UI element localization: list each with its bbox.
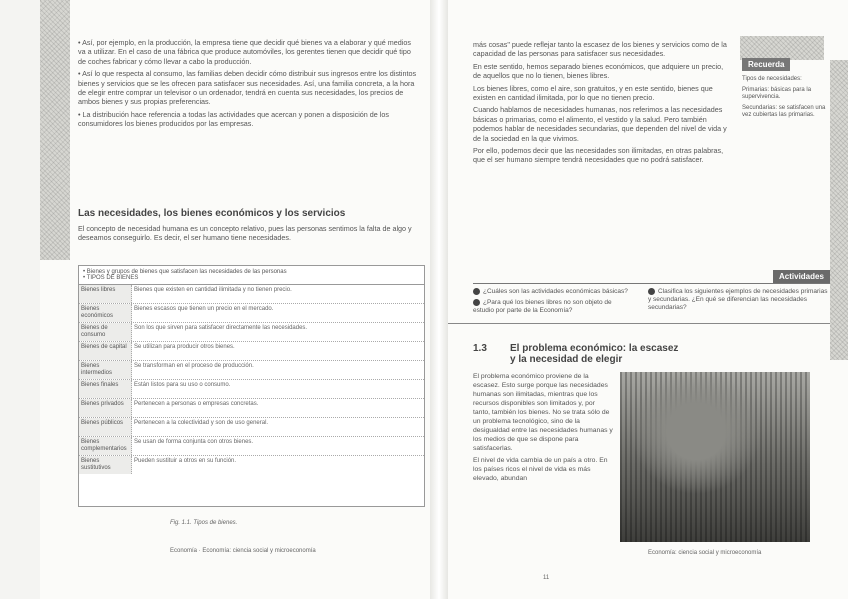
question	[473, 288, 633, 296]
table-row	[79, 418, 424, 437]
row-text: Se utilizan para producir otros bienes.	[134, 344, 235, 350]
sidebar-notes	[742, 76, 830, 123]
paragraph: Cuando hablamos de necesidades humanas, nos referimos a las necesidades básicas o primarias, como el alimento, el vestido y la salud. Pero también podemos hablar de necesidades secundarias, que dependen del nivel de vida y de la sociedad en la que vivimos.	[473, 105, 727, 143]
paragraph: En este sentido, hemos separado bienes económicos, que adquiere un precio, de aquellos que no lo tienen, bienes libres.	[473, 61, 724, 81]
row-label: Bienes complementarios	[79, 437, 132, 455]
box-header-2: • TIPOS DE BIENES	[83, 275, 420, 281]
left-page	[40, 0, 430, 599]
paragraph: El problema económico proviene de la escasez. Esto surge porque las necesidades humanas son ilimitadas, mientras que los recursos disponibles son limitados y, por tanto, también los bienes. No se trata sólo de un problema tecnológico, sino de la desigualdad entre las necesidades humanas y los medios de que se dispone para satisfacerlas.	[473, 373, 613, 452]
right-body-text	[473, 40, 733, 168]
urban-photo	[620, 372, 810, 542]
row-label: Bienes de capital	[79, 342, 132, 360]
photo-caption: Economía: ciencia social y microeconomía	[648, 550, 762, 556]
row-text: Son los que sirven para satisfacer directamente las necesidades.	[134, 325, 308, 331]
right-margin-texture	[830, 60, 848, 360]
left-margin-texture	[40, 0, 70, 260]
table-row	[79, 437, 424, 456]
paragraph: Por ello, podemos decir que las necesidades son ilimitadas, en otras palabras, que el ser humano siempre tendrá necesidades que no podrá satisfacer.	[473, 146, 724, 165]
right-page	[448, 0, 848, 599]
row-label: Bienes sustitutivos	[79, 456, 132, 474]
question-text: ¿Cuáles son las actividades económicas básicas?	[483, 288, 628, 296]
section-intro: El concepto de necesidad humana es un concepto relativo, pues las personas sentimos la falta de algo y deseamos conseguirlo. Es decir, el ser humano tiene necesidades.	[78, 224, 412, 243]
table-row	[79, 380, 424, 399]
section-heading: Las necesidades, los bienes económicos y los servicios	[78, 208, 346, 219]
figure-caption: Fig. 1.1. Tipos de bienes.	[170, 520, 238, 526]
question-text: ¿Para qué los bienes libres no son objeto de estudio por parte de la Economía?	[473, 299, 612, 315]
table-row	[79, 399, 424, 418]
row-label: Bienes libres	[79, 285, 132, 303]
bullet-consumption: • Así lo que respecta al consumo, las familias deben decidir cómo distribuir sus ingresos entre los distintos bienes y servicios que se les ofrecen para satisfacer sus necesidades. Así, una familia concreta, a la hora de elegir entre comprar un televisor o un ordenador, tendrá en cuenta sus necesidades, los precios de ambos bienes y sus propias preferencias.	[78, 69, 418, 107]
actividades-tab: Actividades	[773, 270, 830, 283]
section-number: 1.3	[473, 343, 487, 354]
table-row	[79, 342, 424, 361]
row-label: Bienes privados	[79, 399, 132, 417]
recuerda-tab: Recuerda	[742, 58, 790, 71]
row-label: Bienes públicos	[79, 418, 132, 436]
box-header-1: • Bienes y grupos de bienes que satisfacen las necesidades de las personas	[83, 269, 420, 275]
sidebar-note: Tipos de necesidades:	[742, 76, 802, 82]
page-gutter	[430, 0, 448, 599]
question-text: Clasifica los siguientes ejemplos de necesidades primarias y secundarias. ¿En qué se diferencian las necesidades secundarias?	[648, 288, 828, 312]
table-row	[79, 456, 424, 474]
row-text: Se transforman en el proceso de producción.	[134, 363, 254, 369]
row-text: Están listos para su uso o consumo.	[134, 382, 231, 388]
section-divider	[448, 323, 848, 324]
table-row	[79, 323, 424, 342]
activities-divider	[473, 283, 843, 284]
question-bullet-icon	[648, 288, 655, 295]
section-title-line1: El problema económico: la escasez	[510, 343, 679, 354]
table-row	[79, 285, 424, 304]
bullet-production: • Así, por ejemplo, en la producción, la empresa tiene que decidir qué bienes va a elaborar y qué medios va a utilizar. En el caso de una fábrica que produce automóviles, los gerentes tienen que decidir qué tipo de coches fabricar y cómo llevar a cabo la producción.	[78, 38, 418, 66]
row-label: Bienes finales	[79, 380, 132, 398]
questions-col-2	[648, 288, 828, 315]
paragraph: Los bienes libres, como el aire, son gratuitos, y en este sentido, bienes que existen en cantidad ilimitada, por lo que no tienen precio.	[473, 83, 713, 103]
section-title-line2: y la necesidad de elegir	[510, 354, 623, 365]
table-row	[79, 361, 424, 380]
row-text: Pertenecen a personas o empresas concretas.	[134, 401, 259, 407]
question-bullet-icon	[473, 288, 480, 295]
question	[473, 299, 633, 315]
sidebar-note: Primarias: básicas para la supervivencia.	[742, 86, 812, 100]
page-number: 11	[543, 575, 550, 581]
bullet-distribution: • La distribución hace referencia a todas las actividades que acercan y ponen a disposición de los consumidores los bienes producidos por las empresas.	[78, 110, 418, 129]
row-label: Bienes de consumo	[79, 323, 132, 341]
question-bullet-icon	[473, 299, 480, 306]
question	[648, 288, 828, 312]
section-body	[473, 372, 613, 486]
row-label: Bienes intermedios	[79, 361, 132, 379]
row-label: Bienes económicos	[79, 304, 132, 322]
row-text: Bienes que existen en cantidad ilimitada y no tienen precio.	[134, 287, 292, 293]
table-row	[79, 304, 424, 323]
paragraph: más cosas" puede reflejar tanto la escasez de los bienes y servicios como de la capacidad de las personas para satisfacer sus necesidades.	[473, 40, 727, 59]
row-text: Bienes escasos que tienen un precio en el mercado.	[134, 306, 274, 312]
sidebar-decoration	[740, 36, 824, 60]
row-text: Pueden sustituir a otros en su función.	[134, 458, 237, 464]
row-text: Se usan de forma conjunta con otros bienes.	[134, 439, 254, 445]
paragraph: El nivel de vida cambia de un país a otro. En los países ricos el nivel de vida es más elevado, abundan	[473, 457, 608, 482]
row-text: Pertenecen a la colectividad y son de uso general.	[134, 420, 269, 426]
sidebar-note: Secundarias: se satisfacen una vez cubiertas las primarias.	[742, 104, 826, 118]
left-footer: Economía · Economía: ciencia social y microeconomía	[170, 548, 316, 554]
questions-col-1	[473, 288, 633, 318]
bullet-list	[78, 38, 418, 132]
bienes-types-box	[78, 265, 425, 507]
